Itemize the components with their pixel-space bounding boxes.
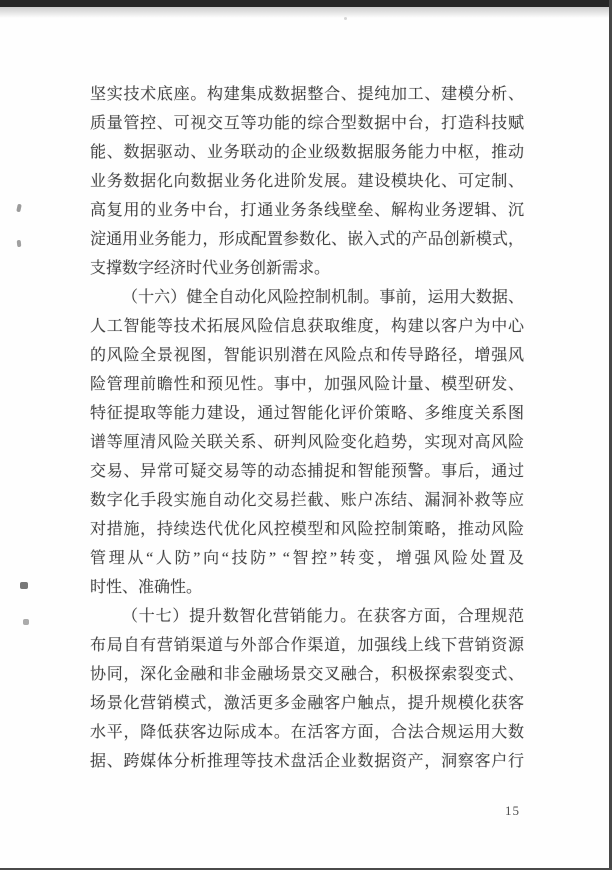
- text-line: 的风险全景视图，智能识别潜在风险点和传导路径，增强风: [90, 347, 524, 364]
- text-line: 场景化营销模式，激活更多金融客户触点，提升规模化获客: [90, 695, 524, 712]
- text-line: 业务数据化向数据业务化进阶发展。建设模块化、可定制、: [90, 173, 524, 190]
- text-line-paragraph-17-start: （十七）提升数智化营销能力。在获客方面，合理规范: [122, 608, 524, 625]
- text-line: 水平，降低获客边际成本。在活客方面，合法合规运用大数: [90, 724, 524, 741]
- scan-speck: [16, 204, 22, 213]
- text-line: 布局自有营销渠道与外部合作渠道，加强线上线下营销资源: [90, 637, 524, 654]
- text-line-paragraph-16-start: （十六）健全自动化风险控制机制。事前，运用大数据、: [122, 289, 524, 306]
- text-line: 交易、异常可疑交易等的动态捕捉和智能预警。事后，通过: [90, 463, 524, 480]
- text-line: 谱等厘清风险关联关系、研判风险变化趋势，实现对高风险: [90, 434, 524, 451]
- scan-edge-top: [0, 0, 612, 7]
- text-line: 对措施，持续迭代优化风控模型和风险控制策略，推动风险: [90, 521, 524, 538]
- text-line: 险管理前瞻性和预见性。事中，加强风险计量、模型研发、: [90, 376, 524, 393]
- scan-speck: [23, 619, 29, 625]
- scan-speck: [20, 582, 28, 589]
- text-line: 能、数据驱动、业务联动的企业级数据服务能力中枢，推动: [90, 144, 524, 161]
- text-line: 协同，深化金融和非金融场景交叉融合，积极探索裂变式、: [90, 666, 524, 683]
- scan-speck: [344, 17, 347, 20]
- text-line: 时性、准确性。: [90, 579, 203, 596]
- text-line: 管理从“人防”向“技防” “智控”转变，增强风险处置及: [90, 550, 524, 567]
- text-line: 高复用的业务中台，打通业务条线壁垒、解构业务逻辑、沉: [90, 202, 524, 219]
- scan-speck: [17, 240, 22, 247]
- text-line: 质量管控、可视交互等功能的综合型数据中台，打造科技赋: [90, 115, 524, 132]
- page-number: 15: [505, 803, 520, 818]
- text-line: 据、跨媒体分析推理等技术盘活企业数据资产，洞察客户行: [90, 753, 524, 770]
- text-line: 支撑数字经济时代业务创新需求。: [90, 260, 331, 277]
- text-line: 特征提取等能力建设，通过智能化评价策略、多维度关系图: [90, 405, 524, 422]
- text-line: 人工智能等技术拓展风险信息获取维度，构建以客户为中心: [90, 318, 524, 335]
- document-body: [90, 80, 524, 776]
- text-line: 数字化手段实施自动化交易拦截、账户冻结、漏洞补救等应: [90, 492, 524, 509]
- text-line: 坚实技术底座。构建集成数据整合、提纯加工、建模分析、: [90, 86, 524, 103]
- scan-edge-top-fade: [0, 7, 612, 18]
- text-line: 淀通用业务能力，形成配置参数化、嵌入式的产品创新模式，: [90, 231, 524, 248]
